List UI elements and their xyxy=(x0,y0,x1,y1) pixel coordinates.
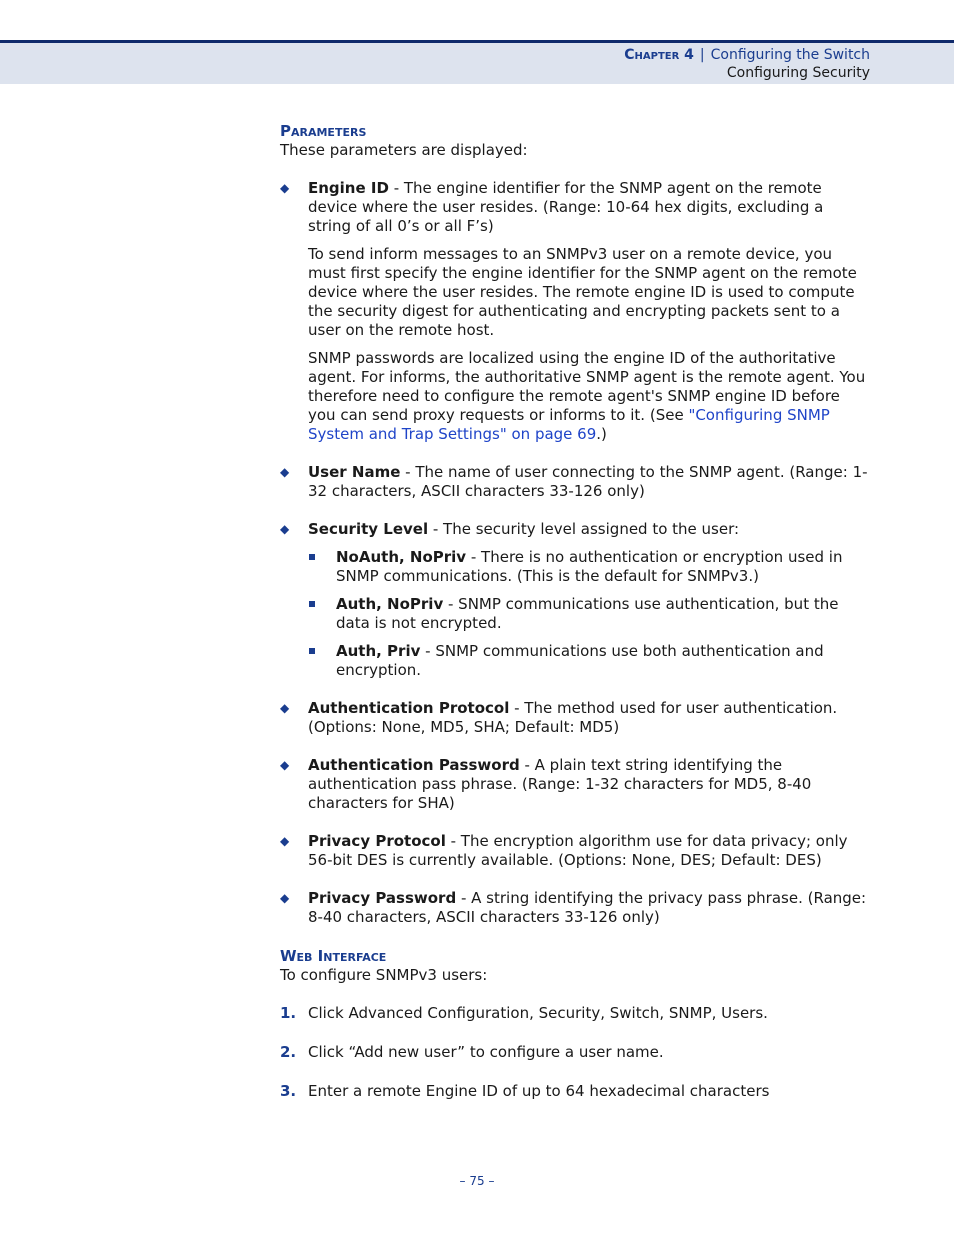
parameters-heading: Parameters xyxy=(280,122,367,140)
diamond-bullet-icon: ◆ xyxy=(280,891,290,905)
web-interface-intro: To configure SNMPv3 users: xyxy=(280,966,488,984)
step-item xyxy=(280,1043,870,1062)
param-term: Authentication Protocol xyxy=(308,699,510,717)
step-number: 1. xyxy=(280,1004,297,1022)
param-desc: - The encryption algorithm use for data privacy; only 56-bit DES is currently available. (Options: None, DES; Default: DES) xyxy=(308,832,848,869)
priv-password-desc xyxy=(308,889,870,927)
security-option xyxy=(308,595,870,633)
auth-protocol-desc xyxy=(308,699,870,737)
page-content xyxy=(280,121,870,1121)
step-item xyxy=(280,1082,870,1101)
param-priv-password xyxy=(280,889,870,927)
security-option xyxy=(308,642,870,680)
param-term: Privacy Password xyxy=(308,889,457,907)
page-header xyxy=(0,40,954,84)
chapter-title: Configuring the Switch xyxy=(710,47,870,63)
square-bullet-icon xyxy=(309,648,315,654)
square-bullet-icon xyxy=(309,601,315,607)
param-desc: - A plain text string identifying the authentication pass phrase. (Range: 1-32 characters for MD5, 8-40 characters for SHA) xyxy=(308,756,812,812)
param-engine-id xyxy=(280,179,870,444)
param-desc: - The security level assigned to the user: xyxy=(428,520,740,538)
step-text: Enter a remote Engine ID of up to 64 hexadecimal characters xyxy=(308,1082,770,1100)
diamond-bullet-icon: ◆ xyxy=(280,758,290,772)
param-desc: - A string identifying the privacy pass phrase. (Range: 8-40 characters, ASCII characters 33-126 only) xyxy=(308,889,867,926)
snmp-settings-link[interactable]: "Configuring SNMP System and Trap Settings" on page 69 xyxy=(308,406,830,443)
security-level-desc xyxy=(308,520,870,539)
step-number: 3. xyxy=(280,1082,297,1100)
parameters-intro: These parameters are displayed: xyxy=(280,141,528,159)
web-interface-heading: Web Interface xyxy=(280,947,387,965)
param-auth-protocol xyxy=(280,699,870,737)
option-desc: - SNMP communications use both authentication and encryption. xyxy=(336,642,824,679)
para3-end: .) xyxy=(596,425,607,443)
param-term: Authentication Password xyxy=(308,756,520,774)
param-security-level xyxy=(280,520,870,680)
header-separator: | xyxy=(699,47,705,63)
page-number: – 75 – xyxy=(459,1174,495,1188)
diamond-bullet-icon: ◆ xyxy=(280,701,290,715)
param-term: Security Level xyxy=(308,520,429,538)
chapter-label: Chapter 4 xyxy=(624,47,694,63)
param-desc: - The name of user connecting to the SNMP agent. (Range: 1-32 characters, ASCII characters 33-126 only) xyxy=(308,463,868,500)
header-chapter-line xyxy=(624,46,870,64)
param-auth-password xyxy=(280,756,870,813)
diamond-bullet-icon: ◆ xyxy=(280,834,290,848)
engine-id-desc xyxy=(308,179,870,236)
para3-text: SNMP passwords are localized using the engine ID of the authoritative agent. For informs, the authoritative SNMP agent is the remote agent. You therefore need to configure the remote agent's SNMP engine ID before you can send proxy requests or informs to it. (See xyxy=(308,349,866,424)
option-desc: - There is no authentication or encryption used in SNMP communications. (This is the default for SNMPv3.) xyxy=(336,548,843,585)
param-desc: - The method used for user authentication. (Options: None, MD5, SHA; Default: MD5) xyxy=(308,699,838,736)
step-text: Click Advanced Configuration, Security, Switch, SNMP, Users. xyxy=(308,1004,768,1022)
step-text: Click “Add new user” to configure a user name. xyxy=(308,1043,664,1061)
option-term: NoAuth, NoPriv xyxy=(336,548,467,566)
diamond-bullet-icon: ◆ xyxy=(280,465,290,479)
user-name-desc xyxy=(308,463,870,501)
param-term: User Name xyxy=(308,463,401,481)
diamond-bullet-icon: ◆ xyxy=(280,522,290,536)
step-number: 2. xyxy=(280,1043,297,1061)
param-priv-protocol xyxy=(280,832,870,870)
option-desc: - SNMP communications use authentication, but the data is not encrypted. xyxy=(336,595,839,632)
engine-id-para2: To send inform messages to an SNMPv3 user on a remote device, you must first specify the engine identifier for the SNMP agent on the remote device where the user resides. The remote engine ID is used to compute the security digest for authenticating and encrypting packets sent to a user on the remote host. xyxy=(308,245,857,339)
param-user-name xyxy=(280,463,870,501)
option-term: Auth, Priv xyxy=(336,642,421,660)
diamond-bullet-icon: ◆ xyxy=(280,181,290,195)
auth-password-desc xyxy=(308,756,870,813)
square-bullet-icon xyxy=(309,554,315,560)
param-term: Privacy Protocol xyxy=(308,832,446,850)
security-option xyxy=(308,548,870,586)
header-section: Configuring Security xyxy=(726,65,870,81)
step-item xyxy=(280,1004,870,1023)
option-term: Auth, NoPriv xyxy=(336,595,444,613)
priv-protocol-desc xyxy=(308,832,870,870)
param-desc: - The engine identifier for the SNMP agent on the remote device where the user resides. (Range: 10-64 hex digits, excluding a string of all 0’s or all F’s) xyxy=(308,179,824,235)
param-term: Engine ID xyxy=(308,179,389,197)
engine-id-para3 xyxy=(308,349,870,444)
